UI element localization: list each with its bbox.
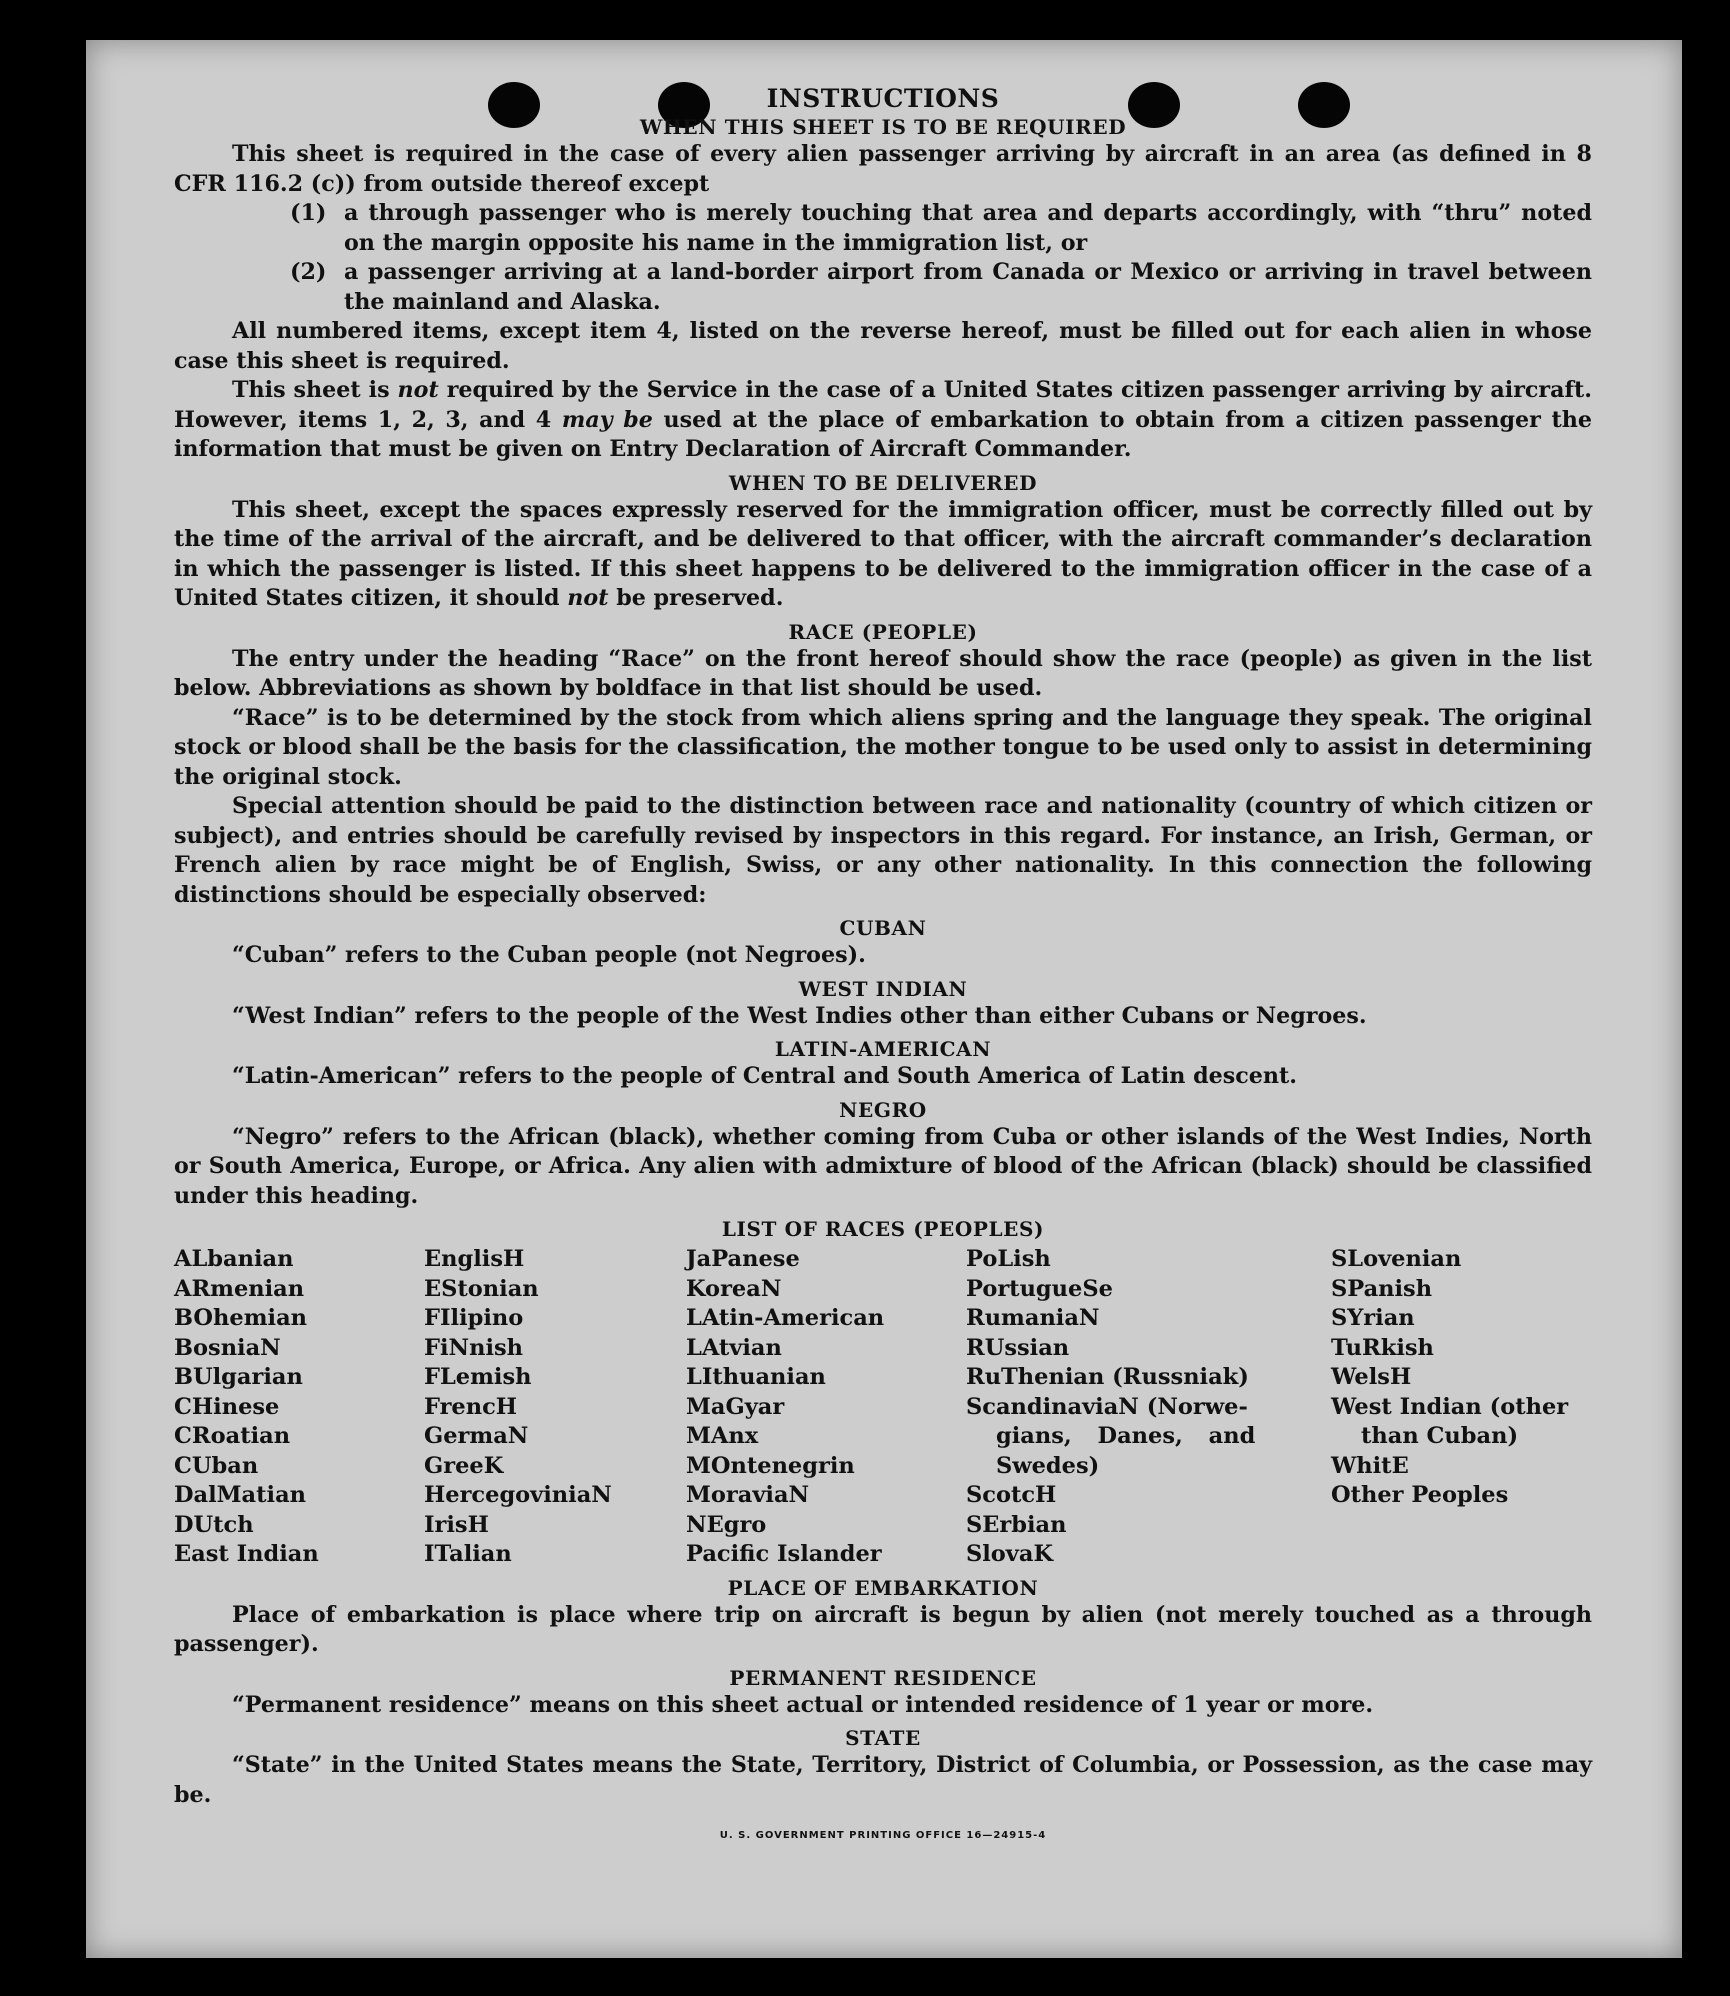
race-item: Other Peoples xyxy=(1331,1482,1509,1508)
race-item: Pacific Islander xyxy=(686,1541,882,1567)
paragraph: “Negro” refers to the African (black), whether coming from Cuba or other islands of the West Indies, North or South America, Europe, or Africa. Any alien with admixture of blood of the African (black) should be classified under this heading. xyxy=(174,1123,1592,1209)
race-item: MAnx xyxy=(686,1423,759,1449)
race-item-continued: than Cuban) xyxy=(1361,1423,1519,1449)
race-column xyxy=(966,1245,1331,1570)
heading-when-delivered: WHEN TO BE DELIVERED xyxy=(728,470,1038,495)
race-item: FIlipino xyxy=(424,1305,524,1331)
race-item: DUtch xyxy=(174,1511,254,1538)
list-item xyxy=(290,199,1592,258)
race-item: EStonian xyxy=(424,1275,539,1302)
paragraph: “West Indian” refers to the people of the West Indies other than either Cubans or Negroes. xyxy=(232,1002,1367,1029)
paragraph: “Cuban” refers to the Cuban people (not Negroes). xyxy=(232,942,866,968)
paragraph: This sheet is required in the case of every alien passenger arriving by aircraft in an area (as defined in 8 CFR 116.2 (c)) from outside thereof except xyxy=(174,141,1592,197)
race-item: RumaniaN xyxy=(966,1305,1100,1331)
race-item: CUban xyxy=(174,1452,259,1479)
race-item: ScandinaviaN (Norwe- xyxy=(966,1393,1248,1420)
race-item: GermaN xyxy=(424,1423,529,1449)
race-item: MaGyar xyxy=(686,1393,785,1420)
race-item: ITalian xyxy=(424,1541,512,1567)
heading-state: STATE xyxy=(845,1726,921,1750)
heading-permanent-residence: PERMANENT RESIDENCE xyxy=(729,1665,1037,1690)
item-text: a passenger arriving at a land-border airport from Canada or Mexico or arriving in travel between the mainland and Alaska. xyxy=(344,259,1592,315)
heading-list-of-races: LIST OF RACES (PEOPLES) xyxy=(721,1217,1045,1241)
heading-race: RACE (PEOPLE) xyxy=(788,619,978,644)
race-item: HercegoviniaN xyxy=(424,1482,612,1508)
race-column xyxy=(424,1245,686,1570)
race-item: WhitE xyxy=(1331,1452,1409,1479)
race-item-continued: gians, Danes, and xyxy=(996,1423,1256,1449)
race-item: CHinese xyxy=(174,1393,280,1420)
instruction-sheet xyxy=(86,40,1682,1958)
race-item: LAtin-American xyxy=(686,1305,885,1331)
race-item: LAtvian xyxy=(686,1334,782,1361)
race-item: SlovaK xyxy=(966,1541,1054,1567)
paragraph: This sheet, except the spaces expressly reserved for the immigration officer, must be correctly filled out by the time of the arrival of the aircraft, and be delivered to that officer, with the aircraft commander’s declaration in which the passenger is listed. If this sheet happens to be delivered to the immigration officer in the case of a United States citizen, it should not be preserved. xyxy=(174,496,1592,611)
race-item: WelsH xyxy=(1331,1364,1412,1390)
race-item: RUssian xyxy=(966,1334,1070,1361)
list-item xyxy=(290,258,1592,317)
heading-negro: NEGRO xyxy=(839,1097,927,1122)
race-item: BosniaN xyxy=(174,1334,281,1361)
heading-latin-american: LATIN-AMERICAN xyxy=(774,1037,992,1061)
item-number: (1) xyxy=(290,200,327,226)
race-item: JaPanese xyxy=(686,1246,800,1272)
race-item: NEgro xyxy=(686,1511,767,1538)
race-item: FiNnish xyxy=(424,1334,524,1361)
paragraph: “State” in the United States means the State, Territory, District of Columbia, or Possession, as the case may be. xyxy=(174,1752,1592,1808)
race-item: BOhemian xyxy=(174,1305,308,1331)
race-item: SYrian xyxy=(1331,1305,1415,1331)
page-title: INSTRUCTIONS xyxy=(766,84,1000,113)
race-item: SPanish xyxy=(1331,1275,1433,1302)
race-item: East Indian xyxy=(174,1541,319,1567)
race-item: ScotcH xyxy=(966,1482,1057,1508)
paragraph: Place of embarkation is place where trip on aircraft is begun by alien (not merely touched as a through passenger). xyxy=(174,1601,1592,1657)
race-item: CRoatian xyxy=(174,1423,291,1449)
race-item: IrisH xyxy=(424,1511,489,1538)
race-item: EnglisH xyxy=(424,1246,525,1272)
race-item: PoLish xyxy=(966,1246,1051,1272)
race-item: MoraviaN xyxy=(686,1482,810,1508)
race-item: FLemish xyxy=(424,1364,532,1390)
race-item: LIthuanian xyxy=(686,1364,826,1390)
race-item: RuThenian (Russniak) xyxy=(966,1364,1249,1390)
item-number: (2) xyxy=(290,259,327,285)
race-item: PortugueSe xyxy=(966,1275,1113,1302)
race-item: SLovenian xyxy=(1331,1246,1462,1272)
paragraph: “Race” is to be determined by the stock from which aliens spring and the language they speak. The original stock or blood shall be the basis for the classification, the mother tongue to be used only to assist in determining the original stock. xyxy=(174,704,1592,790)
paragraph: “Latin-American” refers to the people of Central and South America of Latin descent. xyxy=(232,1063,1297,1089)
heading-when-required: WHEN THIS SHEET IS TO BE REQUIRED xyxy=(639,115,1127,139)
race-column xyxy=(174,1245,424,1570)
item-text: a through passenger who is merely touching that area and departs accordingly, with “thru” noted on the margin opposite his name in the immigration list, or xyxy=(344,200,1592,256)
race-item: West Indian (other xyxy=(1331,1393,1569,1420)
race-item: TuRkish xyxy=(1331,1334,1434,1361)
race-item: FrencH xyxy=(424,1393,518,1420)
race-item: MOntenegrin xyxy=(686,1452,855,1479)
race-item: GreeK xyxy=(424,1452,504,1479)
printer-imprint: U. S. GOVERNMENT PRINTING OFFICE 16—24915-4 xyxy=(719,1830,1047,1841)
race-item: DalMatian xyxy=(174,1482,307,1508)
heading-west-indian: WEST INDIAN xyxy=(798,976,968,1001)
paragraph: The entry under the heading “Race” on the front hereof should show the race (people) as given in the list below. Abbreviations as shown by boldface in that list should be used. xyxy=(174,645,1592,701)
sheet-content xyxy=(174,84,1592,1841)
race-item: ARmenian xyxy=(174,1275,305,1302)
paragraph: This sheet is not required by the Service in the case of a United States citizen passenger arriving by aircraft. However, items 1, 2, 3, and 4 may be used at the place of embarkation to obtain from a citizen passenger the information that must be given on Entry Declaration of Aircraft Commander. xyxy=(174,377,1592,462)
heading-cuban: CUBAN xyxy=(839,916,927,940)
race-column xyxy=(1331,1245,1591,1570)
race-item: SErbian xyxy=(966,1511,1067,1538)
race-list xyxy=(174,1245,1592,1570)
paragraph: “Permanent residence” means on this sheet actual or intended residence of 1 year or more. xyxy=(232,1691,1374,1718)
race-item: BUlgarian xyxy=(174,1364,303,1390)
race-item-continued: Swedes) xyxy=(996,1452,1100,1479)
paragraph: Special attention should be paid to the distinction between race and nationality (country of which citizen or subject), and entries should be carefully revised by inspectors in this regard. For instance, an Irish, German, or French alien by race might be of English, Swiss, or any other nationality. In this connection the following distinctions should be especially observed: xyxy=(174,793,1592,908)
paragraph: All numbered items, except item 4, listed on the reverse hereof, must be filled out for each alien in whose case this sheet is required. xyxy=(174,318,1592,374)
race-item: ALbanian xyxy=(174,1246,294,1272)
heading-embarkation: PLACE OF EMBARKATION xyxy=(727,1575,1039,1600)
race-column xyxy=(686,1245,966,1570)
race-item: KoreaN xyxy=(686,1275,782,1302)
